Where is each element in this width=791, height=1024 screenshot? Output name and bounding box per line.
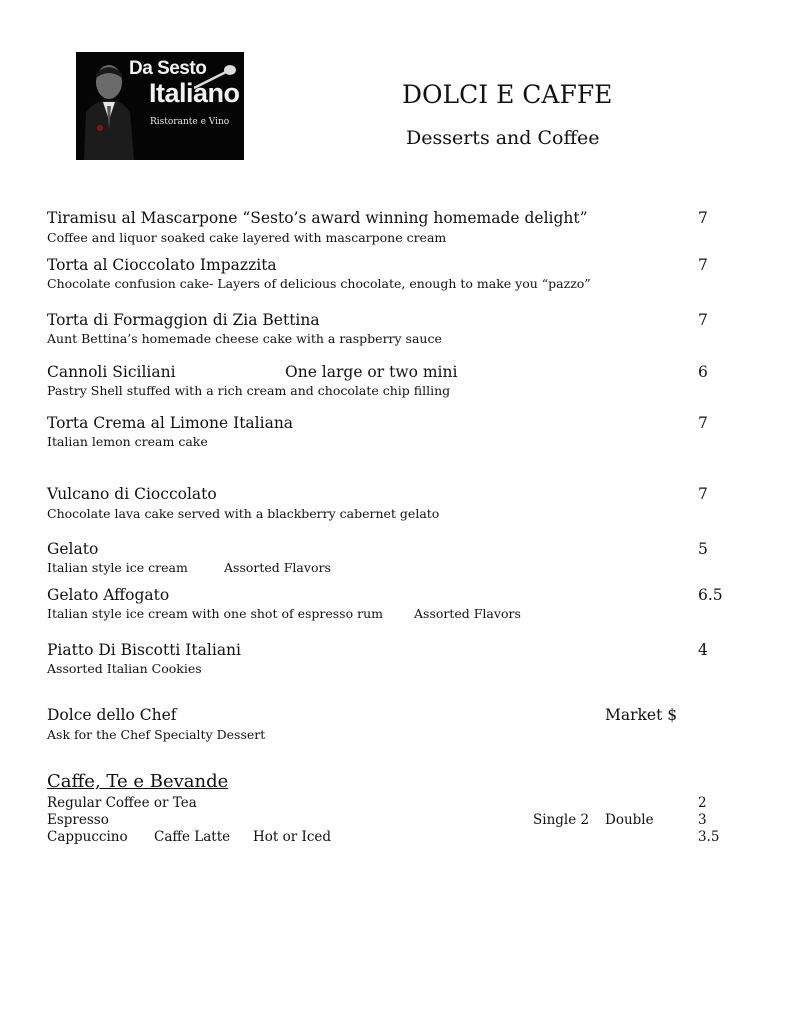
dessert-description: Ask for the Chef Specialty Dessert bbox=[47, 727, 266, 742]
beverages-section-title: Caffe, Te e Bevande bbox=[47, 771, 229, 792]
dessert-description: Coffee and liquor soaked cake layered with mascarpone cream bbox=[47, 230, 447, 245]
beverage-extra: Caffe Latte bbox=[154, 829, 231, 845]
dessert-description: Chocolate confusion cake- Layers of delicious chocolate, enough to make you “pazzo” bbox=[47, 276, 591, 291]
dessert-name: Tiramisu al Mascarpone “Sesto’s award winning homemade delight” bbox=[47, 209, 588, 227]
beverage-name: Regular Coffee or Tea bbox=[47, 795, 197, 811]
beverage-name: Cappuccino bbox=[47, 829, 128, 845]
dessert-description: Italian style ice cream bbox=[47, 560, 188, 575]
dessert-description: Chocolate lava cake served with a blackberry cabernet gelato bbox=[47, 506, 440, 521]
dessert-price: 7 bbox=[698, 485, 708, 503]
beverage-price: 3.5 bbox=[698, 829, 720, 845]
dessert-description: Pastry Shell stuffed with a rich cream and chocolate chip filling bbox=[47, 383, 451, 398]
dessert-price: 7 bbox=[698, 256, 708, 274]
dessert-name: Dolce dello Chef bbox=[47, 706, 177, 724]
dessert-price: 4 bbox=[698, 641, 708, 659]
page-title: DOLCI E CAFFE bbox=[402, 80, 613, 109]
dessert-price: 7 bbox=[698, 311, 708, 329]
beverage-single-option: Single 2 bbox=[533, 812, 590, 828]
dessert-note: Assorted Flavors bbox=[224, 560, 331, 575]
beverage-price: 3 bbox=[698, 812, 707, 828]
page-subtitle: Desserts and Coffee bbox=[406, 127, 600, 149]
dessert-price: Market $ bbox=[605, 706, 678, 724]
dessert-name: Torta di Formaggion di Zia Bettina bbox=[47, 311, 320, 329]
dessert-price: 5 bbox=[698, 540, 708, 558]
dessert-price: 7 bbox=[698, 209, 708, 227]
dessert-price: 6.5 bbox=[698, 586, 723, 604]
dessert-name: Torta Crema al Limone Italiana bbox=[47, 414, 294, 432]
dessert-description: Assorted Italian Cookies bbox=[47, 661, 202, 676]
beverage-price: 2 bbox=[698, 795, 707, 811]
dessert-name: Torta al Cioccolato Impazzita bbox=[47, 256, 277, 274]
chef-portrait-icon bbox=[76, 52, 136, 160]
dessert-name: Gelato Affogato bbox=[47, 586, 170, 604]
dessert-description: Italian style ice cream with one shot of espresso rum bbox=[47, 606, 383, 621]
beverage-double-option: Double bbox=[605, 812, 654, 828]
dessert-note: Assorted Flavors bbox=[414, 606, 521, 621]
dessert-price: 6 bbox=[698, 363, 708, 381]
dessert-price: 7 bbox=[698, 414, 708, 432]
dessert-name: Piatto Di Biscotti Italiani bbox=[47, 641, 241, 659]
dessert-description: Aunt Bettina’s homemade cheese cake with a raspberry sauce bbox=[47, 331, 442, 346]
restaurant-logo bbox=[76, 52, 244, 160]
dessert-note: One large or two mini bbox=[285, 363, 458, 381]
logo-line-2: Italiano bbox=[149, 78, 240, 108]
logo-tagline: Ristorante e Vino bbox=[150, 117, 230, 127]
dessert-name: Cannoli Siciliani bbox=[47, 363, 176, 381]
beverage-extra: Hot or Iced bbox=[253, 829, 332, 845]
dessert-name: Gelato bbox=[47, 540, 99, 558]
dessert-name: Vulcano di Cioccolato bbox=[47, 485, 217, 503]
dessert-description: Italian lemon cream cake bbox=[47, 434, 208, 449]
beverage-name: Espresso bbox=[47, 812, 109, 828]
logo-line-1: Da Sesto bbox=[129, 58, 207, 79]
